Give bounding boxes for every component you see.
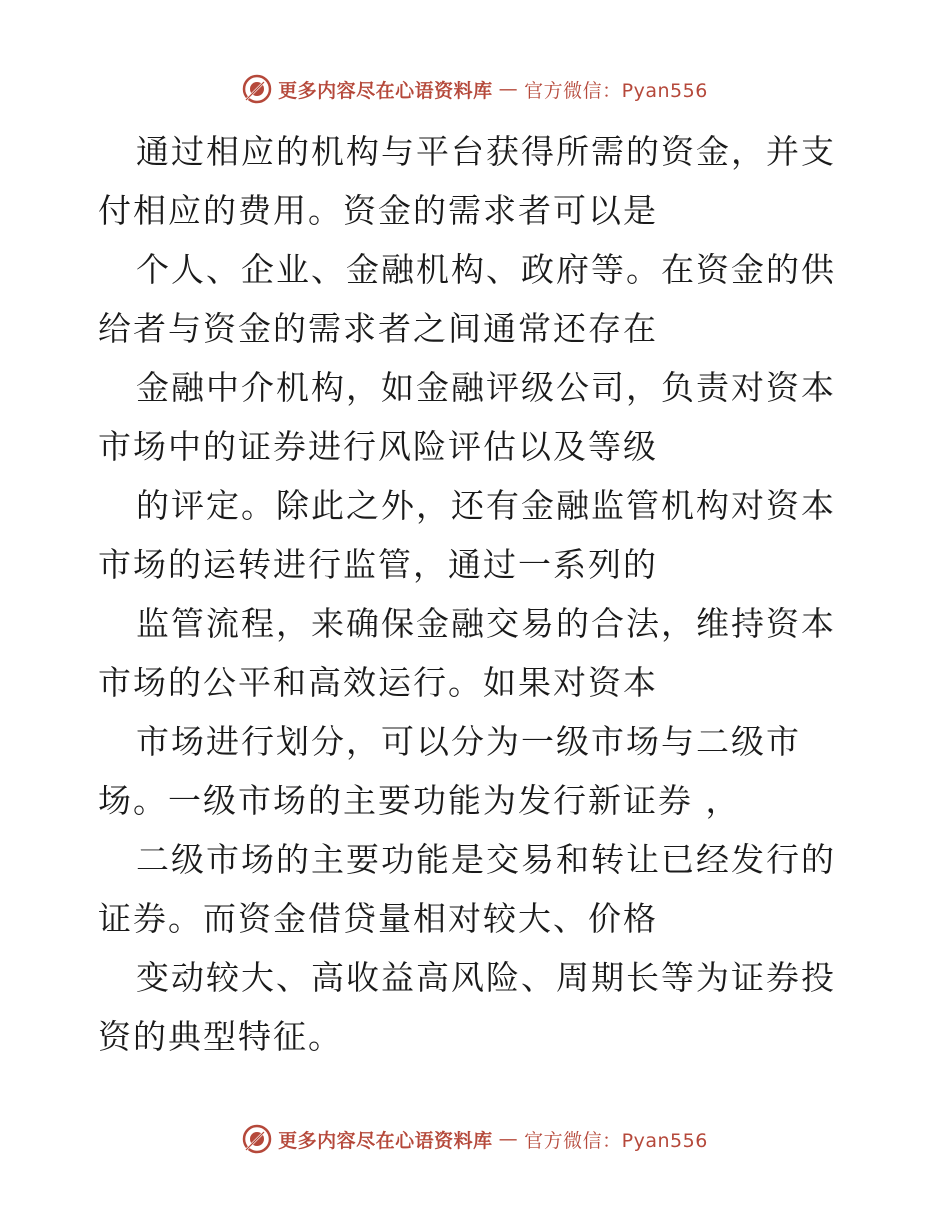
document-body [98,122,858,1066]
watermark-dash: — [498,78,519,100]
brand-logo-icon [242,1124,272,1154]
watermark-dash: — [498,1128,519,1150]
header-watermark [0,74,950,104]
watermark-main-text: 更多内容尽在心语资料库 [278,79,493,102]
paragraph-2: 个人、企业、金融机构、政府等。在资金的供给者与资金的需求者之间通常还存在 [98,250,836,348]
paragraph-5: 监管流程，来确保金融交易的合法，维持资本市场的公平和高效运行。如果对资本 [98,604,836,702]
paragraph-8: 变动较大、高收益高风险、周期长等为证券投资的典型特征。 [98,958,836,1056]
paragraph-4: 的评定。除此之外，还有金融监管机构对资本市场的运转进行监管，通过一系列的 [98,486,836,584]
paragraph-6: 市场进行划分，可以分为一级市场与二级市场。一级市场的主要功能为发行新证券 ， [98,722,801,820]
watermark-sub-text: 官方微信：Pyan556 [524,79,708,102]
footer-watermark [0,1124,950,1154]
brand-logo-icon [242,74,272,104]
paragraph-7: 二级市场的主要功能是交易和转让已经发行的证券。而资金借贷量相对较大、价格 [98,840,836,938]
paragraph-3: 金融中介机构，如金融评级公司，负责对资本市场中的证券进行风险评估以及等级 [98,368,836,466]
watermark-main-text: 更多内容尽在心语资料库 [278,1129,493,1152]
paragraph-1: 通过相应的机构与平台获得所需的资金，并支付相应的费用。资金的需求者可以是 [98,132,836,230]
watermark-sub-text: 官方微信：Pyan556 [524,1129,708,1152]
